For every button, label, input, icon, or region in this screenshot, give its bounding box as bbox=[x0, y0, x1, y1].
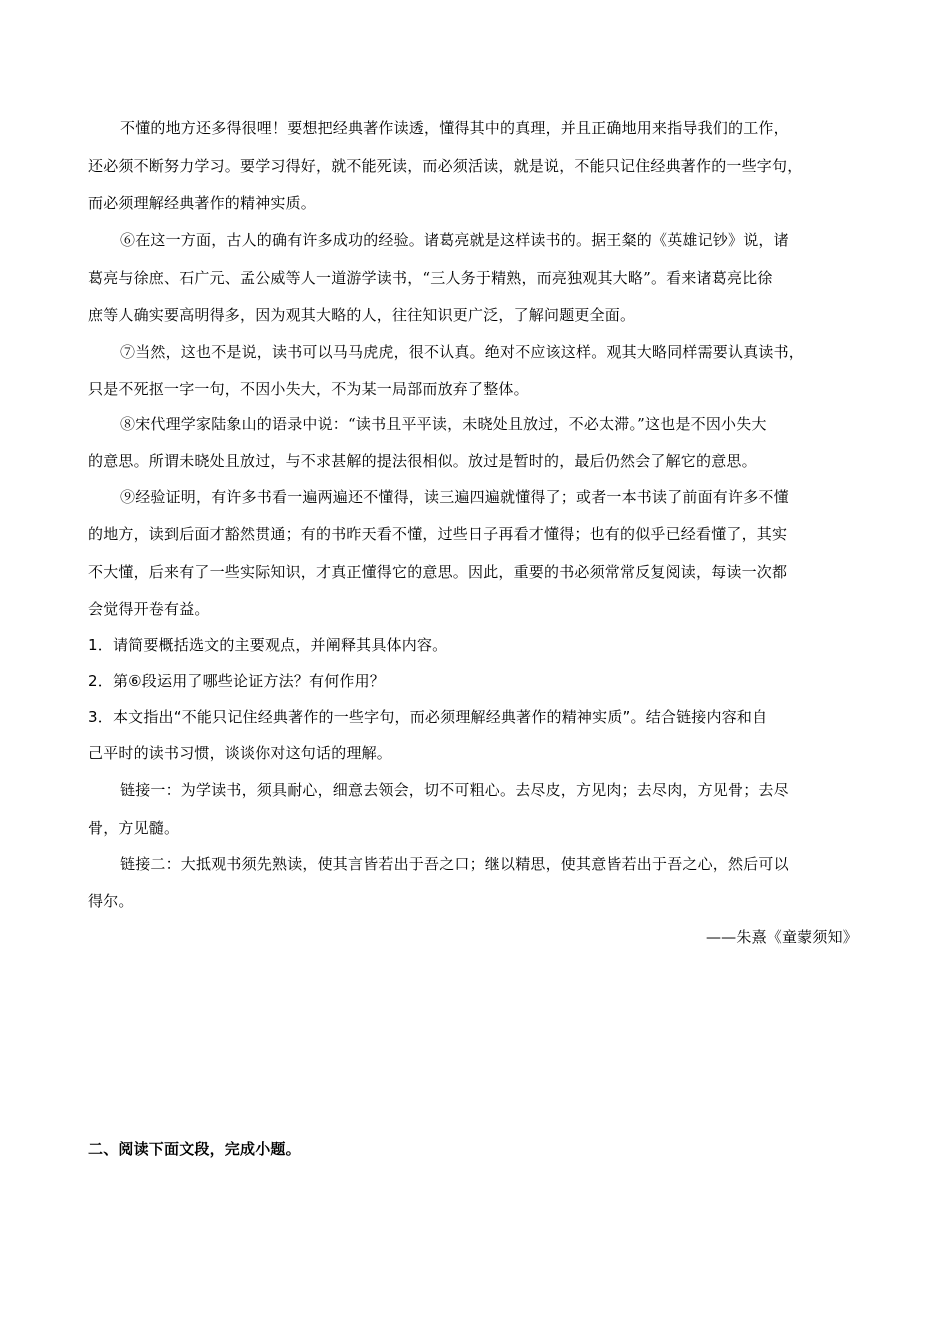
link-two-line: 得尔。 bbox=[88, 892, 134, 910]
passage-line: 庶等人确实要高明得多，因为观其大略的人，往往知识更广泛，了解问题更全面。 bbox=[88, 306, 636, 324]
passage-line: ⑥在这一方面，古人的确有许多成功的经验。诸葛亮就是这样读书的。据王粲的《英雄记钞》说，诸 bbox=[120, 231, 789, 249]
section-heading: 二、阅读下面文段，完成小题。 bbox=[88, 1140, 301, 1158]
attribution: ——朱熹《童蒙须知》 bbox=[705, 928, 858, 946]
passage-line: 不大懂，后来有了一些实际知识，才真正懂得它的意思。因此，重要的书必须常常反复阅读，每读一次都 bbox=[88, 563, 788, 581]
link-one-line: 链接一：为学读书，须具耐心，细意去领会，切不可粗心。去尽皮，方见肉；去尽肉，方见骨；去尽 bbox=[120, 781, 789, 799]
question-2: 2．第⑥段运用了哪些论证方法？有何作用？ bbox=[88, 672, 385, 690]
passage-line: 的意思。所谓未晓处且放过，与不求甚解的提法很相似。放过是暂时的，最后仍然会了解它的意思。 bbox=[88, 452, 757, 470]
passage-line: ⑨经验证明，有许多书看一遍两遍还不懂得，读三遍四遍就懂得了；或者一本书读了前面有许多不懂 bbox=[120, 488, 789, 506]
passage-line: 不懂的地方还多得很哩！要想把经典著作读透，懂得其中的真理，并且正确地用来指导我们的工作， bbox=[120, 119, 789, 137]
question-3-continued: 己平时的读书习惯，谈谈你对这句话的理解。 bbox=[88, 744, 393, 762]
passage-line: 还必须不断努力学习。要学习得好，就不能死读，而必须活读，就是说，不能只记住经典著作的一些字句， bbox=[88, 157, 803, 175]
passage-line: 而必须理解经典著作的精神实质。 bbox=[88, 194, 317, 212]
question-3: 3．本文指出“不能只记住经典著作的一些字句，而必须理解经典著作的精神实质”。结合链接内容和自 bbox=[88, 708, 768, 726]
link-one-line: 骨，方见髓。 bbox=[88, 819, 180, 837]
link-two-line: 链接二：大抵观书须先熟读，使其言皆若出于吾之口；继以精思，使其意皆若出于吾之心，然后可以 bbox=[120, 855, 789, 873]
question-1: 1．请简要概括选文的主要观点，并阐释其具体内容。 bbox=[88, 636, 448, 654]
passage-line: 会觉得开卷有益。 bbox=[88, 600, 210, 618]
passage-line: ⑦当然，这也不是说，读书可以马马虎虎，很不认真。绝对不应该这样。观其大略同样需要认真读书， bbox=[120, 343, 805, 361]
passage-line: 的地方，读到后面才豁然贯通；有的书昨天看不懂，过些日子再看才懂得；也有的似乎已经看懂了，其实 bbox=[88, 525, 788, 543]
passage-line: ⑧宋代理学家陆象山的语录中说：“读书且平平读，未晓处且放过，不必太滞。”这也是不因小失大 bbox=[120, 415, 767, 433]
passage-line: 葛亮与徐庶、石广元、孟公威等人一道游学读书，“三人务于精熟，而亮独观其大略”。看来诸葛亮比徐 bbox=[88, 269, 773, 287]
passage-line: 只是不死抠一字一句，不因小失大，不为某一局部而放弃了整体。 bbox=[88, 380, 529, 398]
